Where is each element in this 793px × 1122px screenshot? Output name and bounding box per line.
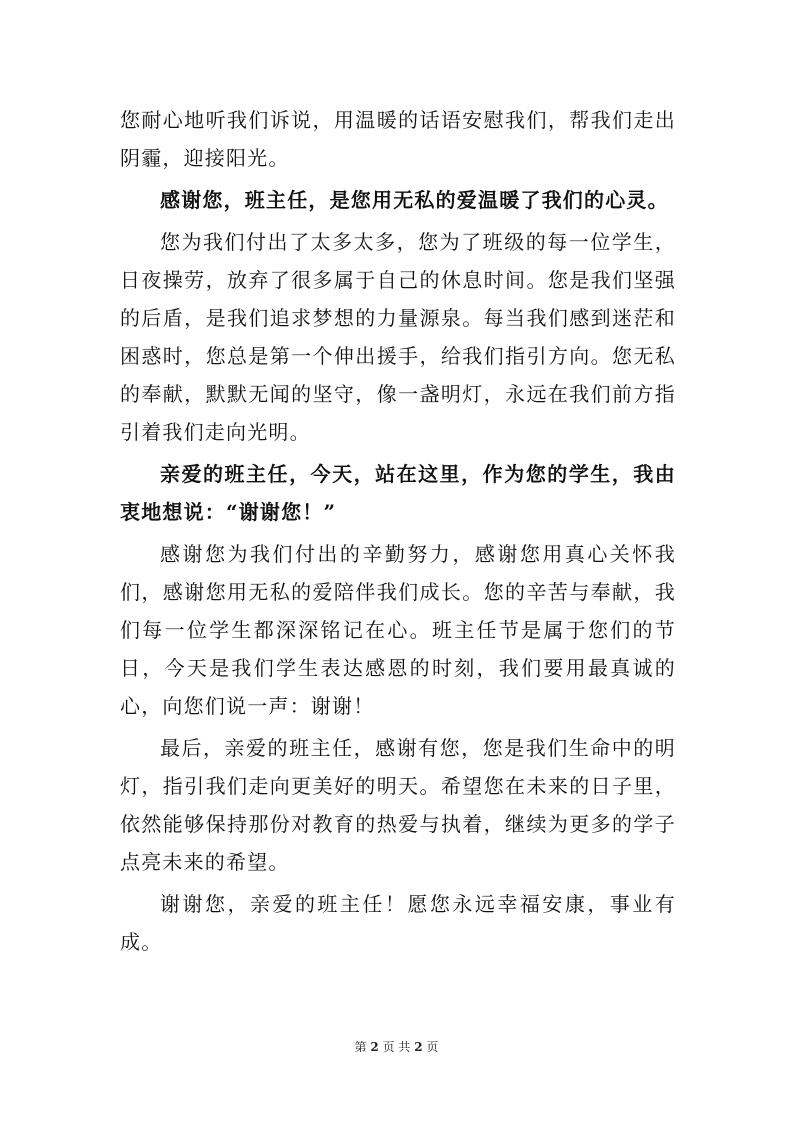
footer-suffix: 页 xyxy=(426,1040,439,1054)
footer-mid: 页 共 xyxy=(382,1040,411,1054)
paragraph-1: 您耐心地听我们诉说，用温暖的话语安慰我们，帮我们走出阴霾，迎接阳光。 xyxy=(120,108,676,170)
paragraph-5: 感谢您为我们付出的辛勤努力，感谢您用真心关怀我们，感谢您用无私的爱陪伴我们成长。您的辛苦与奉献，我们每一位学生都深深铭记在心。班主任节是属于您们的节日，今天是我们学生表达感恩的时刻，我们要用最真诚的心，向您们说一声：谢谢！ xyxy=(120,542,676,718)
paragraph-4: 亲爱的班主任，今天，站在这里，作为您的学生，我由衷地想说：“谢谢您！” xyxy=(120,462,676,524)
footer-total-pages: 2 xyxy=(414,1040,423,1054)
footer-prefix: 第 xyxy=(354,1040,367,1054)
page-footer xyxy=(0,1038,793,1055)
document-body xyxy=(120,101,676,965)
paragraph-2: 感谢您，班主任，是您用无私的爱温暖了我们的心灵。 xyxy=(160,188,669,212)
paragraph-7: 谢谢您，亲爱的班主任！愿您永远幸福安康，事业有成。 xyxy=(120,892,676,954)
paragraph-3: 您为我们付出了太多太多，您为了班级的每一位学生，日夜操劳，放弃了很多属于自己的休息时间。您是我们坚强的后盾，是我们追求梦想的力量源泉。每当我们感到迷茫和困惑时，您总是第一个伸出援手，给我们指引方向。您无私的奉献，默默无闻的坚守，像一盏明灯，永远在我们前方指引着我们走向光明。 xyxy=(120,230,676,444)
paragraph-6: 最后，亲爱的班主任，感谢有您，您是我们生命中的明灯，指引我们走向更美好的明天。希望您在未来的日子里，依然能够保持那份对教育的热爱与执着，继续为更多的学子点亮未来的希望。 xyxy=(120,736,676,874)
footer-current-page: 2 xyxy=(370,1040,379,1054)
